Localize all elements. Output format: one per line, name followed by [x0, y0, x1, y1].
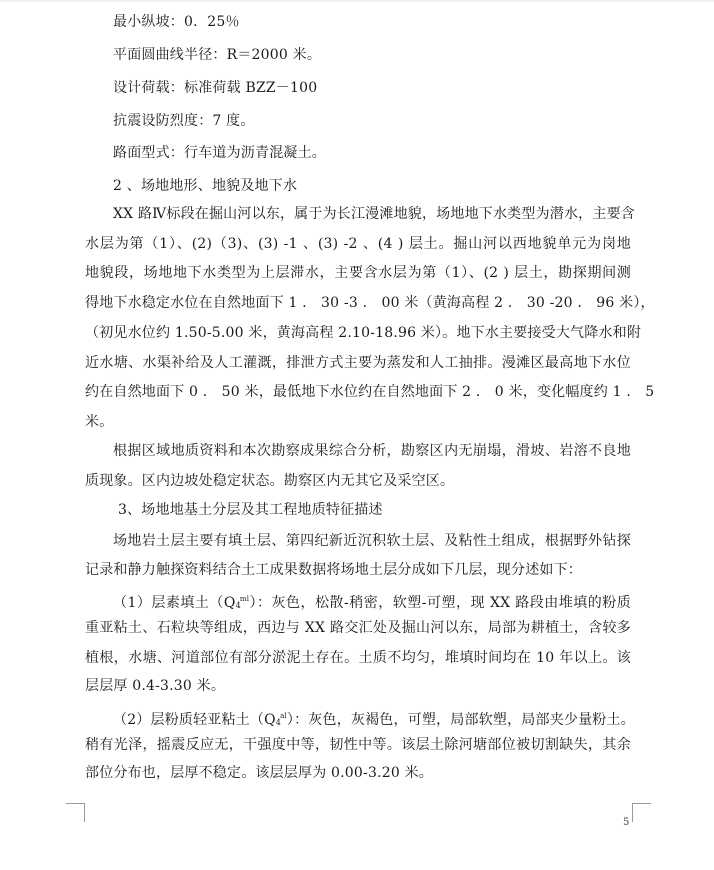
paragraph-line: 场地岩土层主要有填土层、第四纪新近沉积软土层、及粘性土组成，根据野外钻探	[113, 533, 631, 549]
paragraph-line: 植根，水塘、河道部位有部分淤泥土存在。土质不均匀，堆填时间均在 10 年以上。该	[85, 650, 631, 666]
layer-2-rest: ）：灰色，灰褐色，可塑，局部软塑，局部夹少量粉土。	[286, 712, 635, 728]
paragraph-line: 部位分布也，层厚不稳定。该层层厚为 0.00-3.20 米。	[85, 765, 433, 781]
page-number: 5	[623, 817, 630, 828]
margin-corner-mark-left	[66, 803, 85, 822]
layer-2-superscript: al	[280, 712, 287, 720]
paragraph-line: 根据区域地质资料和本次勘察成果综合分析，勘察区内无崩塌，滑坡、岩溶不良地	[113, 443, 631, 459]
paragraph-line: 质现象。区内边坡处稳定状态。勘察区内无其它及采空区。	[85, 473, 455, 489]
layer-1-subscript: 4	[235, 601, 241, 610]
layer-1-superscript: ml	[239, 595, 250, 603]
spec-curve-radius: 平面圆曲线半径：R＝2000 米。	[113, 47, 322, 63]
section-3-heading: 3、场地地基土分层及其工程地质特征描述	[118, 502, 383, 518]
spec-design-load: 设计荷载：标准荷载 BZZ－100	[113, 80, 318, 96]
layer-1-lead: （1）层素填土（Q	[113, 595, 236, 611]
layer-2-lead: （2）层粉质轻亚粘土（Q	[113, 712, 276, 728]
paragraph-line: XX 路Ⅳ标段在掘山河以东，属于为长江漫滩地貌，场地地下水类型为潜水，主要含	[113, 206, 635, 222]
spec-min-grade: 最小纵坡：0．25％	[113, 14, 240, 30]
paragraph-line: 水层为第（1）、(2)（3)、(3) -1 、(3) -2 、(4 ) 层土。掘山河以西地貌单元为岗地	[85, 236, 631, 252]
paragraph-line: 稍有光泽，摇震反应无，干强度中等，韧性中等。该层土除河塘部位被切割缺失，其余	[85, 737, 631, 753]
paragraph-line: 约在自然地面下 0 ． 50 米，最低地下水位约在自然地面下 2 ． 0 米，变化幅度约 1 ． 5	[85, 384, 655, 400]
paragraph-line: 得地下水稳定水位在自然地面下 1 ． 30 -3 ． 00 米（黄海高程 2 ． 30 -20 ． 96 米），	[85, 295, 655, 311]
paragraph-line: 重亚粘土、石粒块等组成，西边与 XX 路交汇处及掘山河以东，局部为耕植土，含较多	[85, 620, 631, 636]
paragraph-line: 层层厚 0.4-3.30 米。	[85, 678, 226, 694]
paragraph-line: 近水塘、水渠补给及人工灌溉，排泄方式主要为蒸发和人工抽排。漫滩区最高地下水位	[85, 355, 631, 371]
paragraph-line: （初见水位约 1.50-5.00 米，黄海高程 2.10-18.96 米）。地下水主要接受大气降水和附	[85, 325, 642, 341]
paragraph-line: 地貌段，场地地下水类型为上层滞水，主要含水层为第（1）、(2 ) 层土，勘探期间测	[85, 265, 631, 281]
margin-corner-mark-right	[632, 803, 651, 822]
top-edge	[0, 0, 714, 2]
layer-1-rest: ）：灰色，松散-稍密，软塑-可塑，现 XX 路段由堆填的粉质	[249, 595, 632, 611]
spec-pavement: 路面型式：行车道为沥青混凝土。	[113, 145, 326, 161]
paragraph-line: 米。	[85, 414, 114, 430]
layer-2-first-line	[113, 706, 635, 733]
layer-1-first-line	[113, 589, 631, 616]
section-2-heading: 2 、场地地形、地貌及地下水	[113, 178, 298, 194]
spec-seismic: 抗震设防烈度：7 度。	[113, 113, 255, 129]
paragraph-line: 记录和静力触探资料结合土工成果数据将场地土层分成如下几层，现分述如下：	[85, 562, 582, 578]
layer-2-subscript: 4	[275, 718, 282, 727]
